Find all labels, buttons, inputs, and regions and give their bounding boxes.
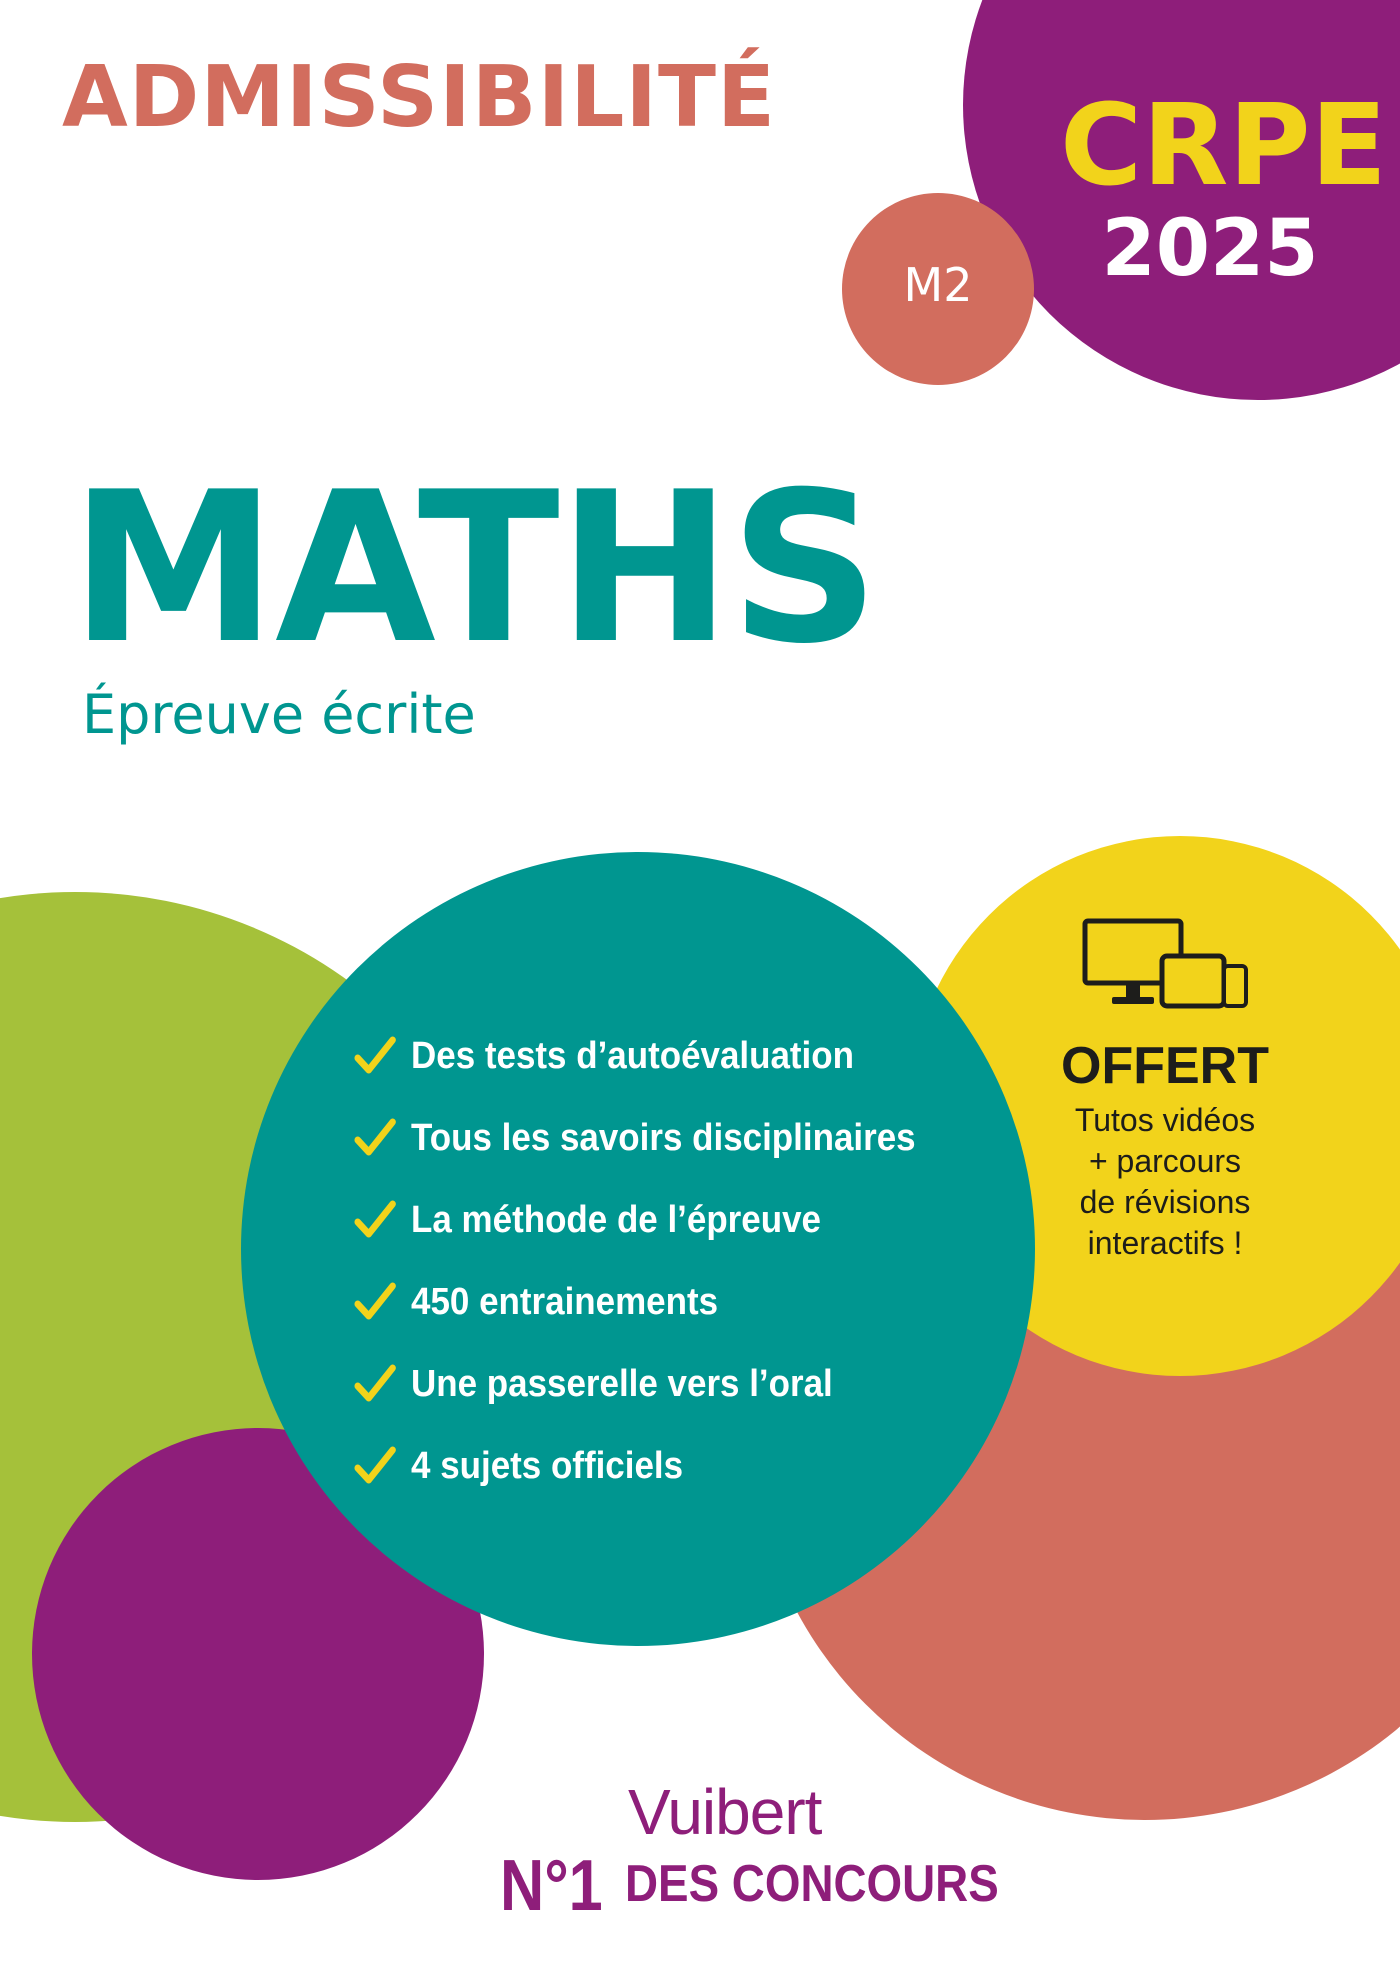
checkmark-icon bbox=[354, 1364, 396, 1404]
exam-year: 2025 bbox=[1101, 204, 1319, 294]
publisher-logo: Vuibert bbox=[628, 1776, 822, 1848]
offer-line: + parcours bbox=[1088, 1143, 1242, 1179]
checkmark-icon bbox=[354, 1036, 396, 1076]
feature-item bbox=[354, 1179, 916, 1261]
feature-item bbox=[354, 1425, 916, 1507]
feature-text: 4 sujets officiels bbox=[411, 1444, 684, 1487]
offer-description bbox=[1040, 1100, 1290, 1264]
book-title: MATHS bbox=[70, 448, 878, 690]
publisher-badge: N°1 bbox=[500, 1846, 603, 1926]
offer-line: interactifs ! bbox=[1087, 1225, 1243, 1261]
offer-line: Tutos vidéos bbox=[1074, 1102, 1256, 1138]
publisher-tagline: DES CONCOURS bbox=[625, 1855, 999, 1913]
offer-title: OFFERT bbox=[1061, 1037, 1269, 1095]
feature-item bbox=[354, 1015, 916, 1097]
offer-line: de révisions bbox=[1079, 1184, 1251, 1220]
level-badge: M2 bbox=[903, 258, 973, 312]
feature-text: 450 entrainements bbox=[411, 1280, 719, 1323]
checkmark-icon bbox=[354, 1118, 396, 1158]
exam-name: CRPE bbox=[1060, 81, 1388, 211]
checkmark-icon bbox=[354, 1282, 396, 1322]
checkmark-icon bbox=[354, 1200, 396, 1240]
feature-text: Des tests d’autoévaluation bbox=[411, 1034, 854, 1077]
feature-item bbox=[354, 1097, 916, 1179]
feature-text: Tous les savoirs disciplinaires bbox=[411, 1116, 916, 1159]
devices-icon bbox=[1082, 918, 1250, 1010]
feature-item bbox=[354, 1343, 916, 1425]
feature-list bbox=[354, 1015, 964, 1507]
feature-text: La méthode de l’épreuve bbox=[411, 1198, 821, 1241]
admissibilite-label: ADMISSIBILITÉ bbox=[62, 48, 777, 147]
feature-text: Une passerelle vers l’oral bbox=[411, 1362, 833, 1405]
checkmark-icon bbox=[354, 1446, 396, 1486]
book-subtitle: Épreuve écrite bbox=[82, 683, 476, 746]
feature-item bbox=[354, 1261, 916, 1343]
